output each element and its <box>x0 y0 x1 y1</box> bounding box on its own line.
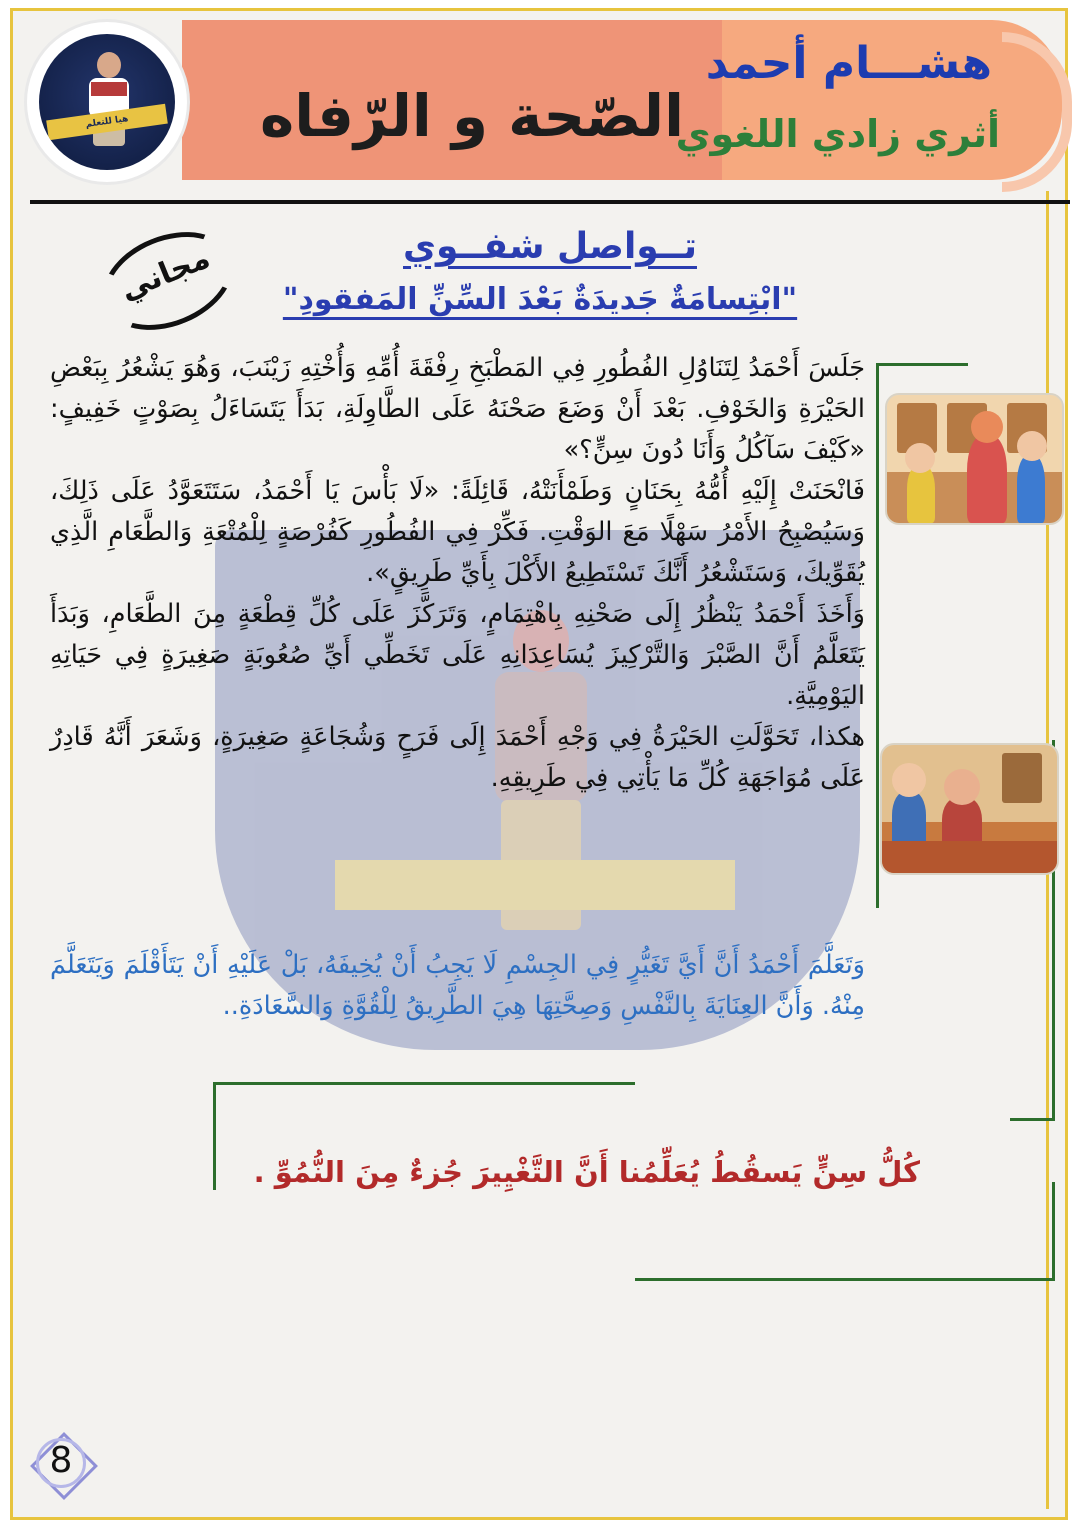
frame-line <box>1052 1182 1055 1280</box>
frame-line <box>213 1082 216 1190</box>
story-title: "ابْتِسامَةٌ جَديدَةٌ بَعْدَ السِّنِّ المَفقودِ" <box>282 282 798 317</box>
logo-text: هيا للتعلم <box>46 104 168 141</box>
header-ring-decoration <box>1002 32 1072 192</box>
free-badge-label: مجاني <box>115 240 215 308</box>
moral-paragraph: وَتَعَلَّمَ أَحْمَدُ أَنَّ أَيَّ تَغَيُّرٍ فِي الجِسْمِ لَا يَجِبُ أَنْ يُخِيفَهُ، بَلْ عَلَيْهِ أَنْ يَتَأَقْلَمَ وَيَتَعَلَّمَ مِنْهُ. وَأَنَّ العِنَايَةَ بِالنَّفْسِ وَصِحَّتِهَا هِيَ الطَّرِيقُ لِلْقُوَّةِ وَالسَّعَادَةِ.. <box>50 950 865 1021</box>
page-number: 8 <box>49 1440 73 1481</box>
story-paragraph: وَأَخَذَ أَحْمَدُ يَنْظُرُ إِلَى صَحْنِهِ بِاهْتِمَامٍ، وَتَرَكَّزَ عَلَى كُلِّ قِطْعَةٍ مِنَ الطَّعَامِ، وَبَدَأَ يَتَعَلَّمُ أَنَّ الصَّبْرَ وَالتَّرْكِيزَ يُسَاعِدَانِهِ عَلَى تَخَطِّي أَيِّ صُعُوبَةٍ صَغِيرَةٍ فِي حَيَاتِهِ اليَوْمِيَّةِ. <box>50 599 865 711</box>
frame-line <box>876 363 879 908</box>
frame-line <box>1010 1118 1055 1121</box>
author-name: هشـــام أحمد <box>705 38 992 89</box>
frame-line <box>635 1278 1055 1281</box>
closing-quote: كُلُّ سِنٍّ يَسقُطُ يُعَلِّمُنا أَنَّ التَّغْيِيرَ جُزءٌ مِنَ النُّمُوِّ . <box>253 1155 920 1189</box>
frame-line <box>878 363 968 366</box>
story-moral <box>50 945 865 1027</box>
page-number-badge <box>30 1432 92 1494</box>
page-title: الصّحة و الرّفاه <box>260 82 684 150</box>
logo-image <box>39 34 175 170</box>
kitchen-illustration <box>885 393 1064 525</box>
frame-line <box>215 1082 635 1085</box>
book-name: أثري زادي اللغوي <box>675 112 1000 156</box>
breakfast-illustration <box>880 743 1059 875</box>
logo-child-figure <box>83 52 133 150</box>
page-header <box>12 12 1062 182</box>
story-paragraph: هكذا، تَحَوَّلَتِ الحَيْرَةُ فِي وَجْهِ أَحْمَدَ إِلَى فَرَحٍ وَشُجَاعَةٍ صَغِيرَةٍ، وَشَعَرَ أَنَّهُ قَادِرٌ عَلَى مُوَاجَهَةِ كُلِّ مَا يَأْتِي فِي طَرِيقِهِ. <box>50 722 865 793</box>
watermark-banner <box>335 860 735 910</box>
header-divider <box>30 200 1070 204</box>
section-title: تــواصل شفــوي <box>403 226 697 267</box>
story-paragraph: جَلَسَ أَحْمَدُ لِتَنَاوُلِ الفُطُورِ فِي المَطْبَخِ رِفْقَةَ أُمِّهِ وَأُخْتِهِ زَيْنَبَ، وَهُوَ يَشْعُرُ بِبَعْضِ الحَيْرَةِ وَالخَوْفِ. بَعْدَ أَنْ وَضَعَ صَحْنَهُ عَلَى الطَّاوِلَةِ، بَدَأَ يَتَسَاءَلُ بِصَوْتٍ خَفِيفٍ: «كَيْفَ سَآكُلُ وَأَنَا دُونَ سِنٍّ؟» <box>50 353 865 465</box>
story-paragraph: فَانْحَنَتْ إِلَيْهِ أُمُّهُ بِحَنَانٍ وَطَمْأَنَتْهُ، قَائِلَةً: «لَا بَأْسَ يَا أَحْمَدُ، سَتَتَعَوَّدُ عَلَى ذَلِكَ، وَسَيُصْبِحُ الأَمْرُ سَهْلًا مَعَ الوَقْتِ. فَكِّرْ فِي الفُطُورِ كَفُرْصَةٍ لِلْمُتْعَةِ وَالطَّعَامِ الَّذِي يُقَوِّيكَ، وَسَتَشْعُرُ أَنَّكَ تَسْتَطِيعُ الأَكْلَ بِأَيِّ طَرِيقٍ». <box>50 476 865 588</box>
story-body <box>50 348 865 799</box>
logo-badge <box>27 22 187 182</box>
